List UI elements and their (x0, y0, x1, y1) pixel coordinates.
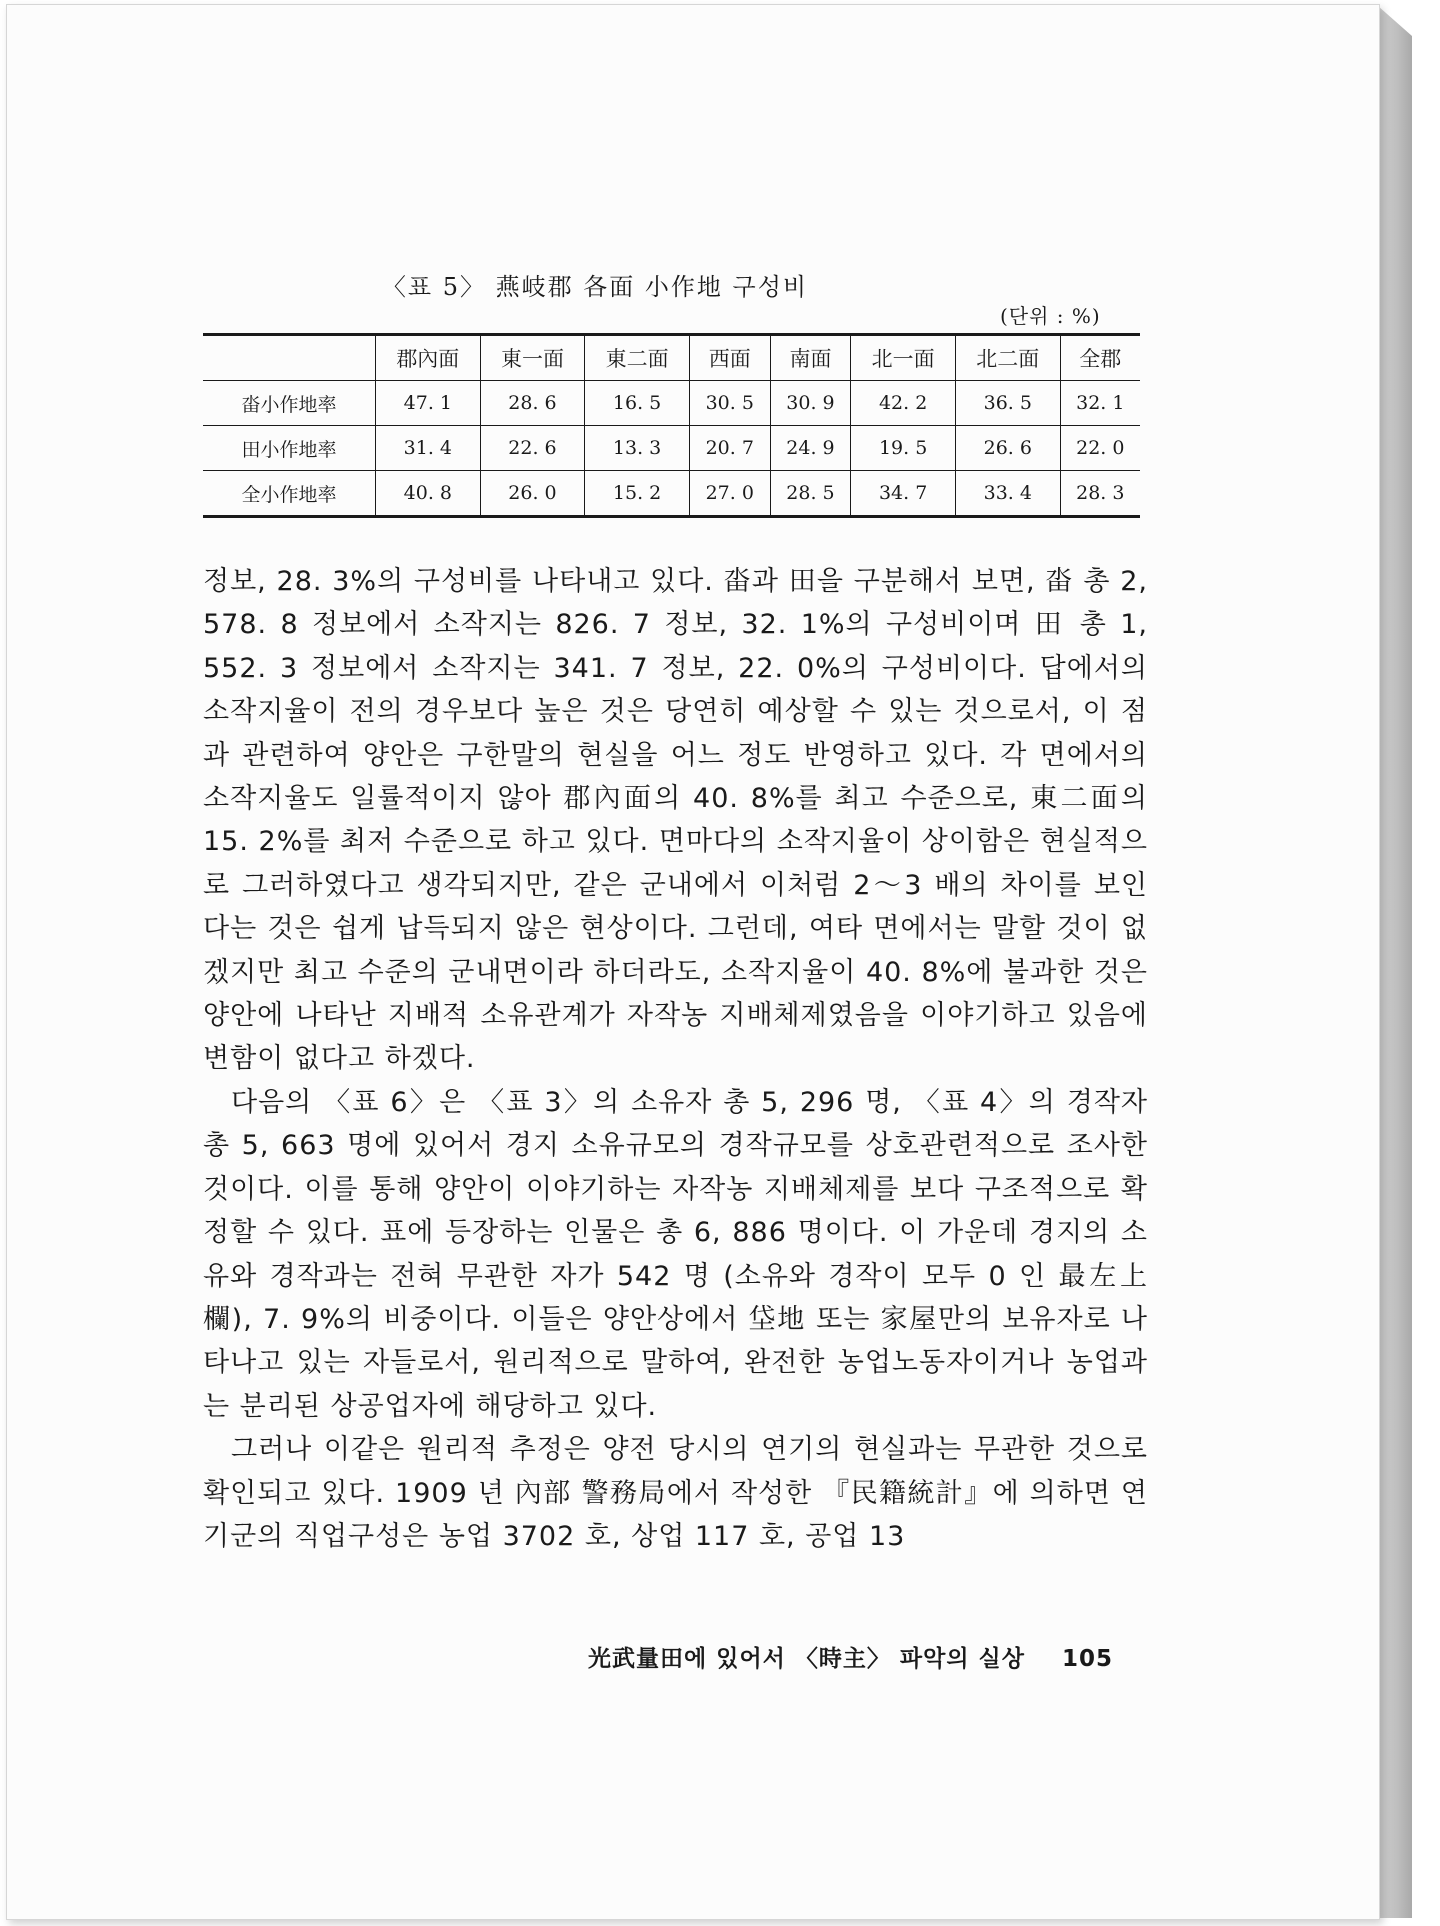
table-cell: 13. 3 (585, 426, 690, 471)
table-cell: 28. 6 (480, 381, 585, 426)
table-row (203, 426, 1140, 471)
table-header-row (203, 335, 1140, 381)
table-cell: 28. 3 (1060, 471, 1140, 517)
page-number: 105 (1062, 1646, 1114, 1672)
table-cell: 36. 5 (955, 381, 1060, 426)
column-header: 西面 (689, 335, 770, 381)
table-cell: 16. 5 (585, 381, 690, 426)
book-page-edge (1378, 6, 1412, 1918)
paragraph: 그러나 이같은 원리적 추정은 양전 당시의 연기의 현실과는 무관한 것으로 확인되고 있다. 1909 년 內部 警務局에서 작성한 『民籍統計』에 의하면 연기군의 직업구성은 농업 3702 호, 상업 117 호, 공업 13 (203, 1434, 1148, 1552)
table-cell: 30. 5 (689, 381, 770, 426)
table-cell: 24. 9 (770, 426, 851, 471)
body-text (203, 560, 1148, 1558)
table-cell: 19. 5 (851, 426, 956, 471)
table-row (203, 471, 1140, 517)
column-header: 南面 (770, 335, 851, 381)
table-unit: (단위 : %) (1000, 304, 1101, 328)
paragraph: 다음의 〈표 6〉은 〈표 3〉의 소유자 총 5, 296 명, 〈표 4〉의 경작자 총 5, 663 명에 있어서 경지 소유규모의 경작규모를 상호관련적으로 조사한 것이다. 이를 통해 양안이 이야기하는 자작농 지배체제를 보다 구조적으로 확정할 수 있다. 표에 등장하는 인물은 총 6, 886 명이다. 이 가운데 경지의 소유와 경작과는 전혀 무관한 자가 542 명 (소유와 경작이 모두 0 인 最左上欄), 7. 9%의 비중이다. 이들은 양안상에서 垈地 또는 家屋만의 보유자로 나타나고 있는 자들로서, 원리적으로 말하여, 완전한 농업노동자이거나 농업과는 분리된 상공업자에 해당하고 있다. (203, 1086, 1148, 1422)
table-cell: 22. 6 (480, 426, 585, 471)
table-cell: 26. 0 (480, 471, 585, 517)
table-cell: 27. 0 (689, 471, 770, 517)
table-cell: 15. 2 (585, 471, 690, 517)
row-header: 田小作地率 (203, 426, 376, 471)
table-cell: 20. 7 (689, 426, 770, 471)
running-title: 光武量田에 있어서 〈時主〉 파악의 실상 (588, 1646, 1025, 1672)
table-corner-cell (203, 335, 376, 381)
table-cell: 22. 0 (1060, 426, 1140, 471)
page-footer (588, 1640, 1113, 1673)
table-cell: 31. 4 (376, 426, 481, 471)
table-cell: 47. 1 (376, 381, 481, 426)
row-header: 畓小作地率 (203, 381, 376, 426)
column-header: 郡內面 (376, 335, 481, 381)
table-cell: 34. 7 (851, 471, 956, 517)
row-header: 全小作地率 (203, 471, 376, 517)
table-cell: 42. 2 (851, 381, 956, 426)
table-cell: 26. 6 (955, 426, 1060, 471)
table-cell: 32. 1 (1060, 381, 1140, 426)
table-caption: 〈표 5〉 燕岐郡 各面 小作地 구성비 (381, 273, 809, 301)
column-header: 東一面 (480, 335, 585, 381)
table-cell: 28. 5 (770, 471, 851, 517)
column-header: 東二面 (585, 335, 690, 381)
column-header: 全郡 (1060, 335, 1140, 381)
table-row (203, 381, 1140, 426)
table-cell: 30. 9 (770, 381, 851, 426)
smallholding-ratio-table (203, 333, 1140, 518)
column-header: 北一面 (851, 335, 956, 381)
paragraph: 정보, 28. 3%의 구성비를 나타내고 있다. 畓과 田을 구분해서 보면, 畓 총 2, 578. 8 정보에서 소작지는 826. 7 정보, 32. 1%의 구성비이며 田 총 1, 552. 3 정보에서 소작지는 341. 7 정보, 22. 0%의 구성비이다. 답에서의 소작지율이 전의 경우보다 높은 것은 당연히 예상할 수 있는 것으로서, 이 점과 관련하여 양안은 구한말의 현실을 어느 정도 반영하고 있다. 각 면에서의 소작지율도 일률적이지 않아 郡內面의 40. 8%를 최고 수준으로, 東二面의 15. 2%를 최저 수준으로 하고 있다. 면마다의 소작지율이 상이함은 현실적으로 그러하였다고 생각되지만, 같은 군내에서 이처럼 2～3 배의 차이를 보인다는 것은 쉽게 납득되지 않은 현상이다. 그런데, 여타 면에서는 말할 것이 없겠지만 최고 수준의 군내면이라 하더라도, 소작지율이 40. 8%에 불과한 것은 양안에 나타난 지배적 소유관계가 자작농 지배체제였음을 이야기하고 있음에 변함이 없다고 하겠다. (203, 566, 1148, 1075)
table-cell: 33. 4 (955, 471, 1060, 517)
table-cell: 40. 8 (376, 471, 481, 517)
column-header: 北二面 (955, 335, 1060, 381)
